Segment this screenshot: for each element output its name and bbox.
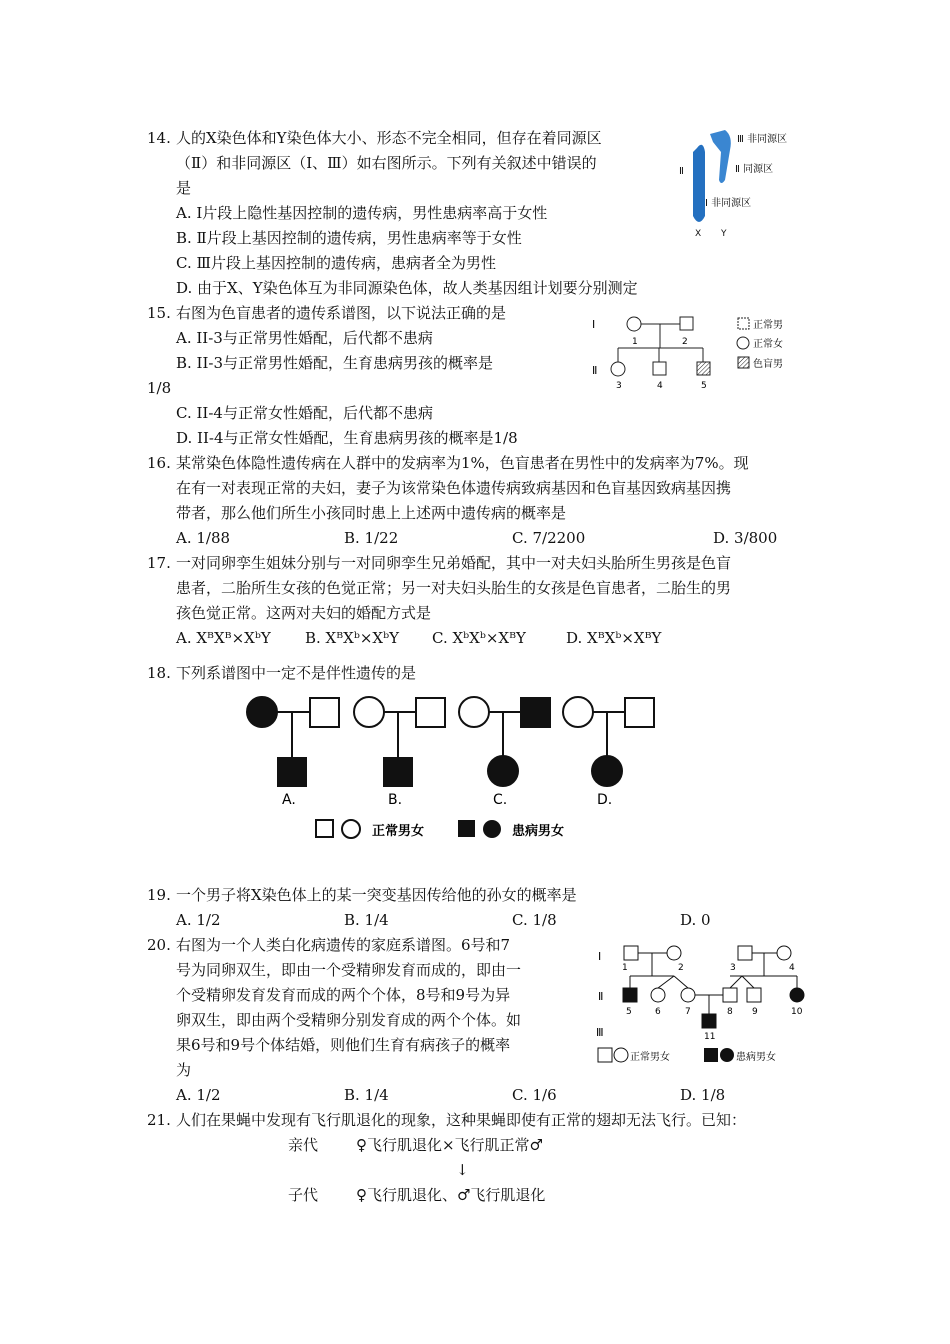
q17-option-a: A. XᴮXᴮ×XᵇY: [176, 629, 271, 647]
d-normal-father: [625, 698, 654, 727]
q20-stem-line6: 为: [176, 1061, 192, 1079]
q19-option-d: D. 0: [680, 911, 711, 929]
svg-text:4: 4: [789, 963, 795, 973]
x-chromosome: [693, 145, 705, 222]
q21-arrow: ↓: [456, 1161, 469, 1179]
legend-normal-label: 正常男女: [372, 824, 425, 839]
iii11-affected-male: [702, 1014, 716, 1028]
q16-option-a: A. 1/88: [176, 529, 231, 547]
q15-stem: 右图为色盲患者的遗传系谱图，以下说法正确的是: [176, 304, 507, 322]
q17-option-d: D. XᴮXᵇ×XᴮY: [566, 629, 662, 647]
q20-number: 20.: [147, 936, 171, 954]
q20-option-a: A. 1/2: [176, 1086, 221, 1104]
legend-normal-female: [737, 337, 749, 349]
label-ii-homologous: Ⅱ 同源区: [735, 164, 774, 175]
legend-ill-label: 患病男女: [512, 824, 565, 839]
q15-option-b-cont: 1/8: [147, 379, 172, 397]
legend-affected-male: [704, 1048, 718, 1062]
q17-number: 17.: [147, 554, 171, 572]
svg-text:7: 7: [685, 1007, 691, 1017]
svg-text:Ⅱ: Ⅱ: [598, 990, 604, 1003]
i2-normal-female: [667, 946, 681, 960]
c-normal-mother: [459, 697, 489, 727]
q21-offspring-label: 子代: [288, 1186, 319, 1204]
q20-option-b: B. 1/4: [344, 1086, 389, 1104]
q16-stem-line1: 某常染色体隐性遗传病在人群中的发病率为1%，色盲患者在男性中的发病率为7%。现: [176, 454, 749, 472]
y-chromosome: [710, 130, 731, 183]
svg-text:5: 5: [701, 381, 707, 391]
q14-stem-line1: 人的X染色体和Y染色体大小、形态不完全相同，但存在着同源区: [176, 129, 602, 147]
q20-stem-line3: 个受精卵发育发育而成的两个个体，8号和9号为异: [176, 986, 511, 1004]
legend-normal-female: [614, 1048, 628, 1062]
q15-option-b: B. II-3与正常男性婚配，生育患病男孩的概率是: [176, 354, 494, 372]
b-normal-father: [416, 698, 445, 727]
label-ii: Ⅱ: [679, 166, 684, 177]
q21-offspring-result: ♀飞行肌退化、♂飞行肌退化: [356, 1186, 546, 1204]
q19-option-c: C. 1/8: [512, 911, 557, 929]
pedigree-b-label: B.: [388, 792, 403, 808]
legend-normal-male-label: 正常男: [753, 320, 783, 331]
q20-stem-line4: 卵双生，即由两个受精卵分别发育成的两个个体。如: [176, 1011, 522, 1029]
legend-colorblind-male: [738, 357, 749, 368]
svg-text:3: 3: [730, 963, 736, 973]
q18-stem: 下列系谱图中一定不是伴性遗传的是: [176, 664, 417, 682]
svg-text:1: 1: [622, 963, 628, 973]
legend-colorblind-male-label: 色盲男: [753, 359, 783, 370]
q14-option-c: C. Ⅲ片段上基因控制的遗传病，患病者全为男性: [176, 254, 496, 272]
q19-option-a: A. 1/2: [176, 911, 221, 929]
q14-number: 14.: [147, 129, 171, 147]
q16-option-c: C. 7/2200: [512, 529, 586, 547]
gen-ii-label: Ⅱ: [592, 364, 598, 377]
i3-normal-male: [738, 946, 752, 960]
q20-option-d: D. 1/8: [680, 1086, 726, 1104]
svg-text:10: 10: [791, 1007, 803, 1017]
q17-option-b: B. XᴮXᵇ×XᵇY: [305, 629, 400, 647]
chromosome-figure: [675, 126, 815, 241]
q16-stem-line3: 带者，那么他们所生小孩同时患上上述两中遗传病的概率是: [176, 504, 567, 522]
ii4-normal-male: [653, 362, 666, 375]
q14-stem-line3: 是: [176, 179, 192, 197]
c-affected-daughter: [488, 756, 518, 786]
q15-option-a: A. II-3与正常男性婚配，后代都不患病: [176, 329, 433, 347]
q19-number: 19.: [147, 886, 171, 904]
label-i-nonhomologous: Ⅰ 非同源区: [705, 198, 752, 209]
svg-text:9: 9: [752, 1007, 758, 1017]
q17-option-c: C. XᵇXᵇ×XᴮY: [432, 629, 526, 647]
svg-text:11: 11: [704, 1032, 716, 1042]
label-iii-nonhomologous: Ⅲ 非同源区: [737, 134, 788, 145]
legend-normal-label: 正常男女: [630, 1052, 670, 1063]
ii5-affected-male: [623, 988, 637, 1002]
svg-text:8: 8: [727, 1007, 733, 1017]
legend-normal-female: [342, 820, 360, 838]
svg-text:3: 3: [616, 381, 622, 391]
q20-stem-line2: 号为同卵双生，即由一个受精卵发育而成的，即由一: [176, 961, 522, 979]
ii9-normal-male: [747, 988, 761, 1002]
q14-stem-line2: （Ⅱ）和非同源区（Ⅰ、Ⅲ）如右图所示。下列有关叙述中错误的: [176, 154, 597, 172]
d-affected-daughter: [592, 756, 622, 786]
legend-affected-female: [720, 1048, 734, 1062]
q14-option-a: A. Ⅰ片段上隐性基因控制的遗传病，男性患病率高于女性: [176, 204, 548, 222]
c-affected-father: [521, 698, 550, 727]
pedigree-c-label: C.: [493, 792, 508, 808]
legend-normal-male: [316, 820, 333, 837]
q14-option-b: B. Ⅱ片段上基因控制的遗传病，男性患病率等于女性: [176, 229, 522, 247]
svg-text:2: 2: [678, 963, 684, 973]
gen-i-label: Ⅰ: [592, 318, 596, 331]
q16-option-d: D. 3/800: [713, 529, 778, 547]
ii6-normal-female: [651, 988, 665, 1002]
q19-option-b: B. 1/4: [344, 911, 389, 929]
legend-normal-female-label: 正常女: [753, 339, 783, 350]
q16-number: 16.: [147, 454, 171, 472]
svg-text:5: 5: [626, 1007, 632, 1017]
i1-normal-female: [627, 317, 641, 331]
svg-text:4: 4: [657, 381, 663, 391]
legend-normal-male: [738, 318, 749, 329]
d-normal-mother: [563, 697, 593, 727]
b-affected-son: [384, 758, 412, 786]
label-y: Y: [721, 229, 727, 239]
q21-stem: 人们在果蝇中发现有飞行肌退化的现象，这种果蝇即使有正常的翅却无法飞行。已知：: [176, 1111, 747, 1129]
q17-stem-line2: 患者，二胎所生女孩的色觉正常；另一对夫妇头胎生的女孩是色盲患者，二胎生的男: [176, 579, 732, 597]
i4-normal-female: [777, 946, 791, 960]
b-normal-mother: [354, 697, 384, 727]
q21-parent-cross: ♀飞行肌退化×飞行肌正常♂: [356, 1136, 543, 1154]
q14-option-d: D. 由于X、Y染色体互为非同源染色体，故人类基因组计划要分别测定: [176, 279, 638, 297]
albinism-pedigree: [592, 940, 807, 1075]
q20-option-c: C. 1/6: [512, 1086, 557, 1104]
q21-number: 21.: [147, 1111, 171, 1129]
ii3-normal-female: [611, 362, 625, 376]
q16-stem-line2: 在有一对表现正常的夫妇，妻子为该常染色体遗传病致病基因和色盲基因致病基因携: [176, 479, 732, 497]
q16-option-b: B. 1/22: [344, 529, 399, 547]
legend-normal-male: [598, 1048, 612, 1062]
legend-affected-male: [458, 820, 475, 837]
q15-option-d: D. II-4与正常女性婚配，生育患病男孩的概率是1/8: [176, 429, 518, 447]
pedigree-a-label: A.: [282, 792, 296, 808]
ii10-affected-female: [790, 988, 804, 1002]
q17-stem-line3: 孩色觉正常。这两对夫妇的婚配方式是: [176, 604, 432, 622]
svg-text:Ⅲ: Ⅲ: [596, 1026, 604, 1039]
ii8-normal-male: [723, 988, 737, 1002]
ii5-colorblind-male: [697, 362, 710, 375]
q15-option-c: C. II-4与正常女性婚配，后代都不患病: [176, 404, 433, 422]
sex-linked-pedigrees: [240, 692, 670, 852]
pedigree-d-label: D.: [597, 792, 613, 808]
q17-stem-line1: 一对同卵孪生姐妹分别与一对同卵孪生兄弟婚配，其中一对夫妇头胎所生男孩是色盲: [176, 554, 732, 572]
a-affected-son: [278, 758, 306, 786]
q20-stem-line5: 果6号和9号个体结婚，则他们生育有病孩子的概率: [176, 1036, 511, 1054]
a-normal-father: [310, 698, 339, 727]
q20-stem-line1: 右图为一个人类白化病遗传的家庭系谱图。6号和7: [176, 936, 511, 954]
q15-number: 15.: [147, 304, 171, 322]
a-affected-mother: [247, 697, 277, 727]
svg-text:1: 1: [632, 337, 638, 347]
q21-parent-label: 亲代: [288, 1136, 319, 1154]
svg-text:6: 6: [655, 1007, 661, 1017]
legend-affected-female: [483, 820, 501, 838]
svg-text:2: 2: [682, 337, 688, 347]
label-x: X: [695, 229, 702, 239]
svg-text:Ⅰ: Ⅰ: [598, 950, 602, 963]
i1-normal-male: [624, 946, 638, 960]
i2-normal-male: [680, 317, 693, 330]
legend-ill-label: 患病男女: [736, 1052, 776, 1063]
ii7-normal-female: [681, 988, 695, 1002]
q19-stem: 一个男子将X染色体上的某一突变基因传给他的孙女的概率是: [176, 886, 577, 904]
colorblind-pedigree: [588, 310, 818, 392]
q18-number: 18.: [147, 664, 171, 682]
